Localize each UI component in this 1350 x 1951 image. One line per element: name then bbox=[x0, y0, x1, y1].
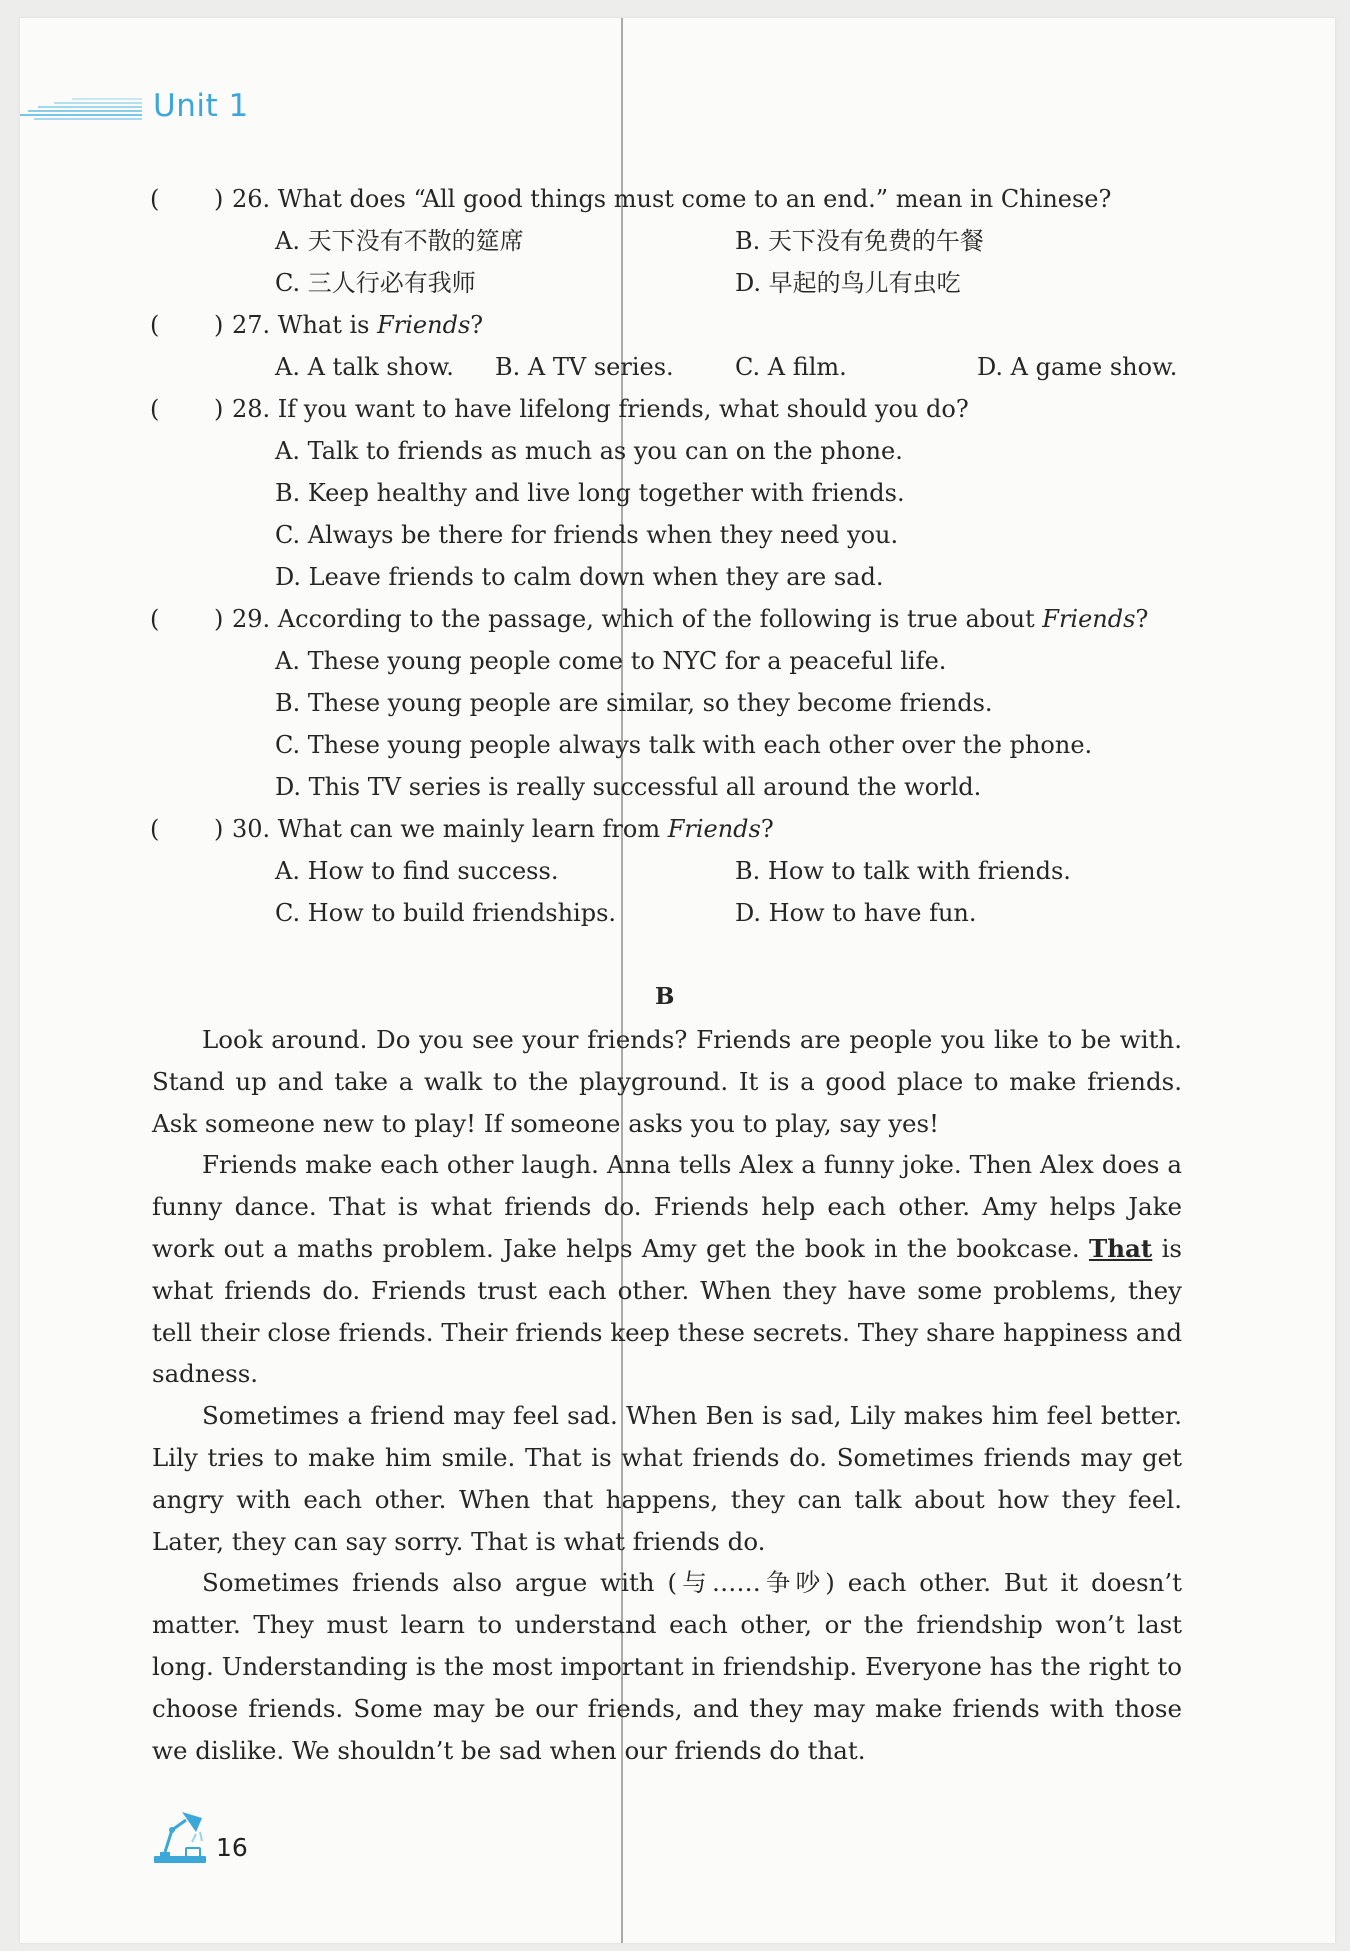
option-b[interactable]: B. How to talk with friends. bbox=[735, 857, 1071, 885]
option-c[interactable]: C. 三人行必有我师 bbox=[275, 269, 476, 297]
option-a[interactable]: A. 天下没有不散的筵席 bbox=[275, 227, 524, 255]
option-a[interactable]: A. How to find success. bbox=[275, 857, 559, 885]
answer-blank[interactable]: ( ) bbox=[150, 605, 224, 633]
option-d[interactable]: D. 早起的鸟儿有虫吃 bbox=[735, 269, 961, 297]
option-a[interactable]: A. These young people come to NYC for a peaceful life. bbox=[275, 647, 947, 675]
answer-blank[interactable]: ( ) bbox=[150, 311, 224, 339]
option-b[interactable]: B. 天下没有免费的午餐 bbox=[735, 227, 984, 255]
option-b[interactable]: B. A TV series. bbox=[495, 353, 674, 381]
desk-lamp-icon bbox=[152, 1808, 208, 1866]
answer-blank[interactable]: ( ) bbox=[150, 815, 224, 843]
option-b[interactable]: B. These young people are similar, so they become friends. bbox=[275, 689, 993, 717]
question-stem: 30. What can we mainly learn from Friends? bbox=[232, 815, 774, 843]
option-b[interactable]: B. Keep healthy and live long together with friends. bbox=[275, 479, 905, 507]
answer-blank[interactable]: ( ) bbox=[150, 185, 224, 213]
option-d[interactable]: D. A game show. bbox=[977, 353, 1178, 381]
paragraph: Look around. Do you see your friends? Friends are people you like to be with. Stand up and take a walk to the playground. It is a good place to make friends. Ask someone new to play! If someone asks you to play, say yes! bbox=[152, 1025, 1182, 1138]
unit-header bbox=[20, 88, 320, 128]
paragraph: Sometimes friends also argue with (与……争吵) each other. But it doesn’t matter. They must learn to understand each other, or the friendship won’t last long. Understanding is the most important in friendship. Everyone has the right to choose friends. Some may be our friends, and they may make friends with those we dislike. We shouldn’t be sad when our friends do that. bbox=[152, 1568, 1182, 1765]
underlined-word: That bbox=[1089, 1233, 1153, 1263]
question-stem: 26. What does “All good things must come to an end.” mean in Chinese? bbox=[232, 185, 1112, 213]
section-heading: B bbox=[655, 983, 675, 1010]
question-stem: 27. What is Friends? bbox=[232, 311, 484, 339]
option-d[interactable]: D. This TV series is really successful all around the world. bbox=[275, 773, 982, 801]
option-c[interactable]: C. These young people always talk with each other over the phone. bbox=[275, 731, 1093, 759]
answer-blank[interactable]: ( ) bbox=[150, 395, 224, 423]
paragraph: Friends make each other laugh. Anna tells Alex a funny joke. Then Alex does a funny dance. That is what friends do. Friends help each other. Amy helps Jake work out a maths problem. Jake helps Amy get the book in the bookcase. That is what friends do. Friends trust each other. When they have some problems, they tell their close friends. Their friends keep these secrets. They share happiness and sadness. bbox=[152, 1150, 1182, 1389]
question-stem: 28. If you want to have lifelong friends, what should you do? bbox=[232, 395, 969, 423]
option-d[interactable]: D. How to have fun. bbox=[735, 899, 977, 927]
header-stripes-icon bbox=[20, 98, 142, 120]
option-a[interactable]: A. Talk to friends as much as you can on the phone. bbox=[275, 437, 903, 465]
question-stem: 29. According to the passage, which of the following is true about Friends? bbox=[232, 605, 1149, 633]
option-d[interactable]: D. Leave friends to calm down when they are sad. bbox=[275, 563, 884, 591]
paragraph: Sometimes a friend may feel sad. When Ben is sad, Lily makes him feel better. Lily tries to make him smile. That is what friends do. Sometimes friends may get angry with each other. When that happens, they can talk about how they feel. Later, they can say sorry. That is what friends do. bbox=[152, 1401, 1182, 1556]
option-c[interactable]: C. A film. bbox=[735, 353, 847, 381]
option-a[interactable]: A. A talk show. bbox=[275, 353, 454, 381]
page-number: 16 bbox=[216, 1833, 248, 1862]
option-c[interactable]: C. How to build friendships. bbox=[275, 899, 617, 927]
reading-passage bbox=[152, 1019, 1182, 1771]
option-c[interactable]: C. Always be there for friends when they need you. bbox=[275, 521, 899, 549]
unit-title: Unit 1 bbox=[153, 88, 249, 124]
